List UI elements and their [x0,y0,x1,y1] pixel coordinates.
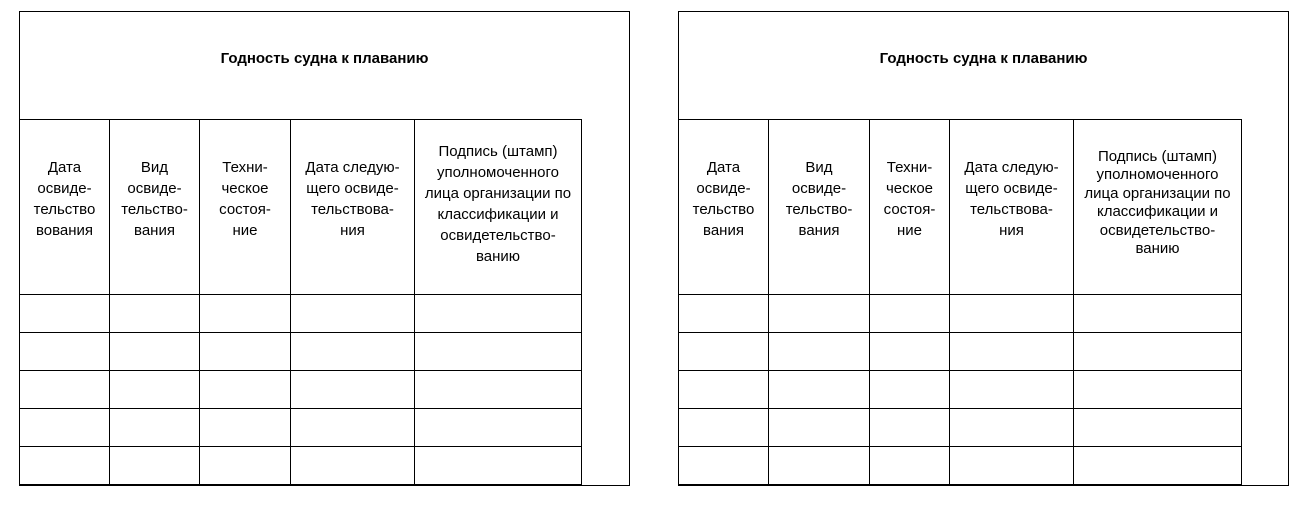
table-row [20,333,582,371]
table-cell[interactable] [200,333,291,371]
table-cell[interactable] [20,295,110,333]
table-cell[interactable] [415,333,582,371]
table-cell[interactable] [1074,333,1242,371]
table-cell[interactable] [870,371,950,409]
table-cell[interactable] [200,409,291,447]
table-cell[interactable] [950,333,1074,371]
table-cell[interactable] [415,371,582,409]
table-cell[interactable] [200,371,291,409]
column-header-survey-type [110,120,200,295]
seaworthiness-form-left [19,11,630,486]
table-cell[interactable] [870,333,950,371]
table-cell[interactable] [200,447,291,486]
table-cell[interactable] [110,447,200,486]
column-header-survey-date [679,120,769,295]
column-header-next-survey-date [291,120,415,295]
table-cell[interactable] [1074,409,1242,447]
table-row [20,371,582,409]
table-cell[interactable] [950,409,1074,447]
column-header-signature [415,120,582,295]
table-row [679,371,1242,409]
table-cell[interactable] [950,447,1074,486]
column-header-label: Вид освиде-тельство-вания [785,159,853,239]
table-cell[interactable] [769,333,870,371]
table-row [20,447,582,486]
table-cell[interactable] [769,295,870,333]
table-cell[interactable] [415,447,582,486]
table-cell[interactable] [291,333,415,371]
table-cell[interactable] [200,295,291,333]
table-row [679,295,1242,333]
column-header-label: Дата освиде-тельство вования [33,159,96,239]
seaworthiness-form-right [678,11,1289,486]
column-header-technical-condition [870,120,950,295]
table-row [679,447,1242,486]
table-row [20,295,582,333]
column-header-survey-type [769,120,870,295]
table-cell[interactable] [110,333,200,371]
table-cell[interactable] [769,447,870,486]
table-cell[interactable] [950,371,1074,409]
table-cell[interactable] [20,333,110,371]
table-cell[interactable] [291,447,415,486]
table-cell[interactable] [679,295,769,333]
column-header-label: Дата следую-щего освиде-тельствова-ния [964,159,1059,239]
column-header-label: Техни-ческое состоя-ние [883,159,936,239]
table-cell[interactable] [1074,295,1242,333]
table-cell[interactable] [415,295,582,333]
table-cell[interactable] [20,447,110,486]
table-cell[interactable] [20,371,110,409]
table-row [679,409,1242,447]
table-cell[interactable] [679,409,769,447]
table-cell[interactable] [1074,447,1242,486]
column-header-label: Техни-ческое состоя-ние [219,159,271,239]
table-cell[interactable] [415,409,582,447]
table-cell[interactable] [20,409,110,447]
table-cell[interactable] [110,371,200,409]
table-cell[interactable] [950,295,1074,333]
table-cell[interactable] [679,371,769,409]
table-cell[interactable] [769,409,870,447]
table-cell[interactable] [110,409,200,447]
column-header-signature [1074,120,1242,295]
table-cell[interactable] [291,295,415,333]
table-cell[interactable] [870,295,950,333]
column-header-label: Дата следую-щего освиде-тельствова-ния [305,159,400,239]
column-header-label: Дата освиде-тельство вания [692,159,755,239]
column-header-survey-date [20,120,110,295]
table-row [679,333,1242,371]
column-header-label: Подпись (штамп) уполномоченного лица организации по классификации и освидетельство-ванию [424,143,572,265]
survey-table [19,119,582,486]
table-cell[interactable] [679,447,769,486]
table-row [20,409,582,447]
table-cell[interactable] [1074,371,1242,409]
table-cell[interactable] [679,333,769,371]
table-cell[interactable] [870,409,950,447]
table-cell[interactable] [291,371,415,409]
table-cell[interactable] [769,371,870,409]
survey-table [678,119,1242,486]
table-cell[interactable] [291,409,415,447]
form-title: Годность судна к плаванию [879,50,1088,67]
column-header-label: Вид освиде-тельство-вания [121,159,188,239]
table-header-row [679,120,1242,295]
column-header-next-survey-date [950,120,1074,295]
table-header-row [20,120,582,295]
form-title: Годность судна к плаванию [220,50,429,67]
column-header-label: Подпись (штамп) уполномоченного лица организации по классификации и освидетельство-ванию [1084,147,1231,257]
column-header-technical-condition [200,120,291,295]
table-cell[interactable] [870,447,950,486]
table-cell[interactable] [110,295,200,333]
